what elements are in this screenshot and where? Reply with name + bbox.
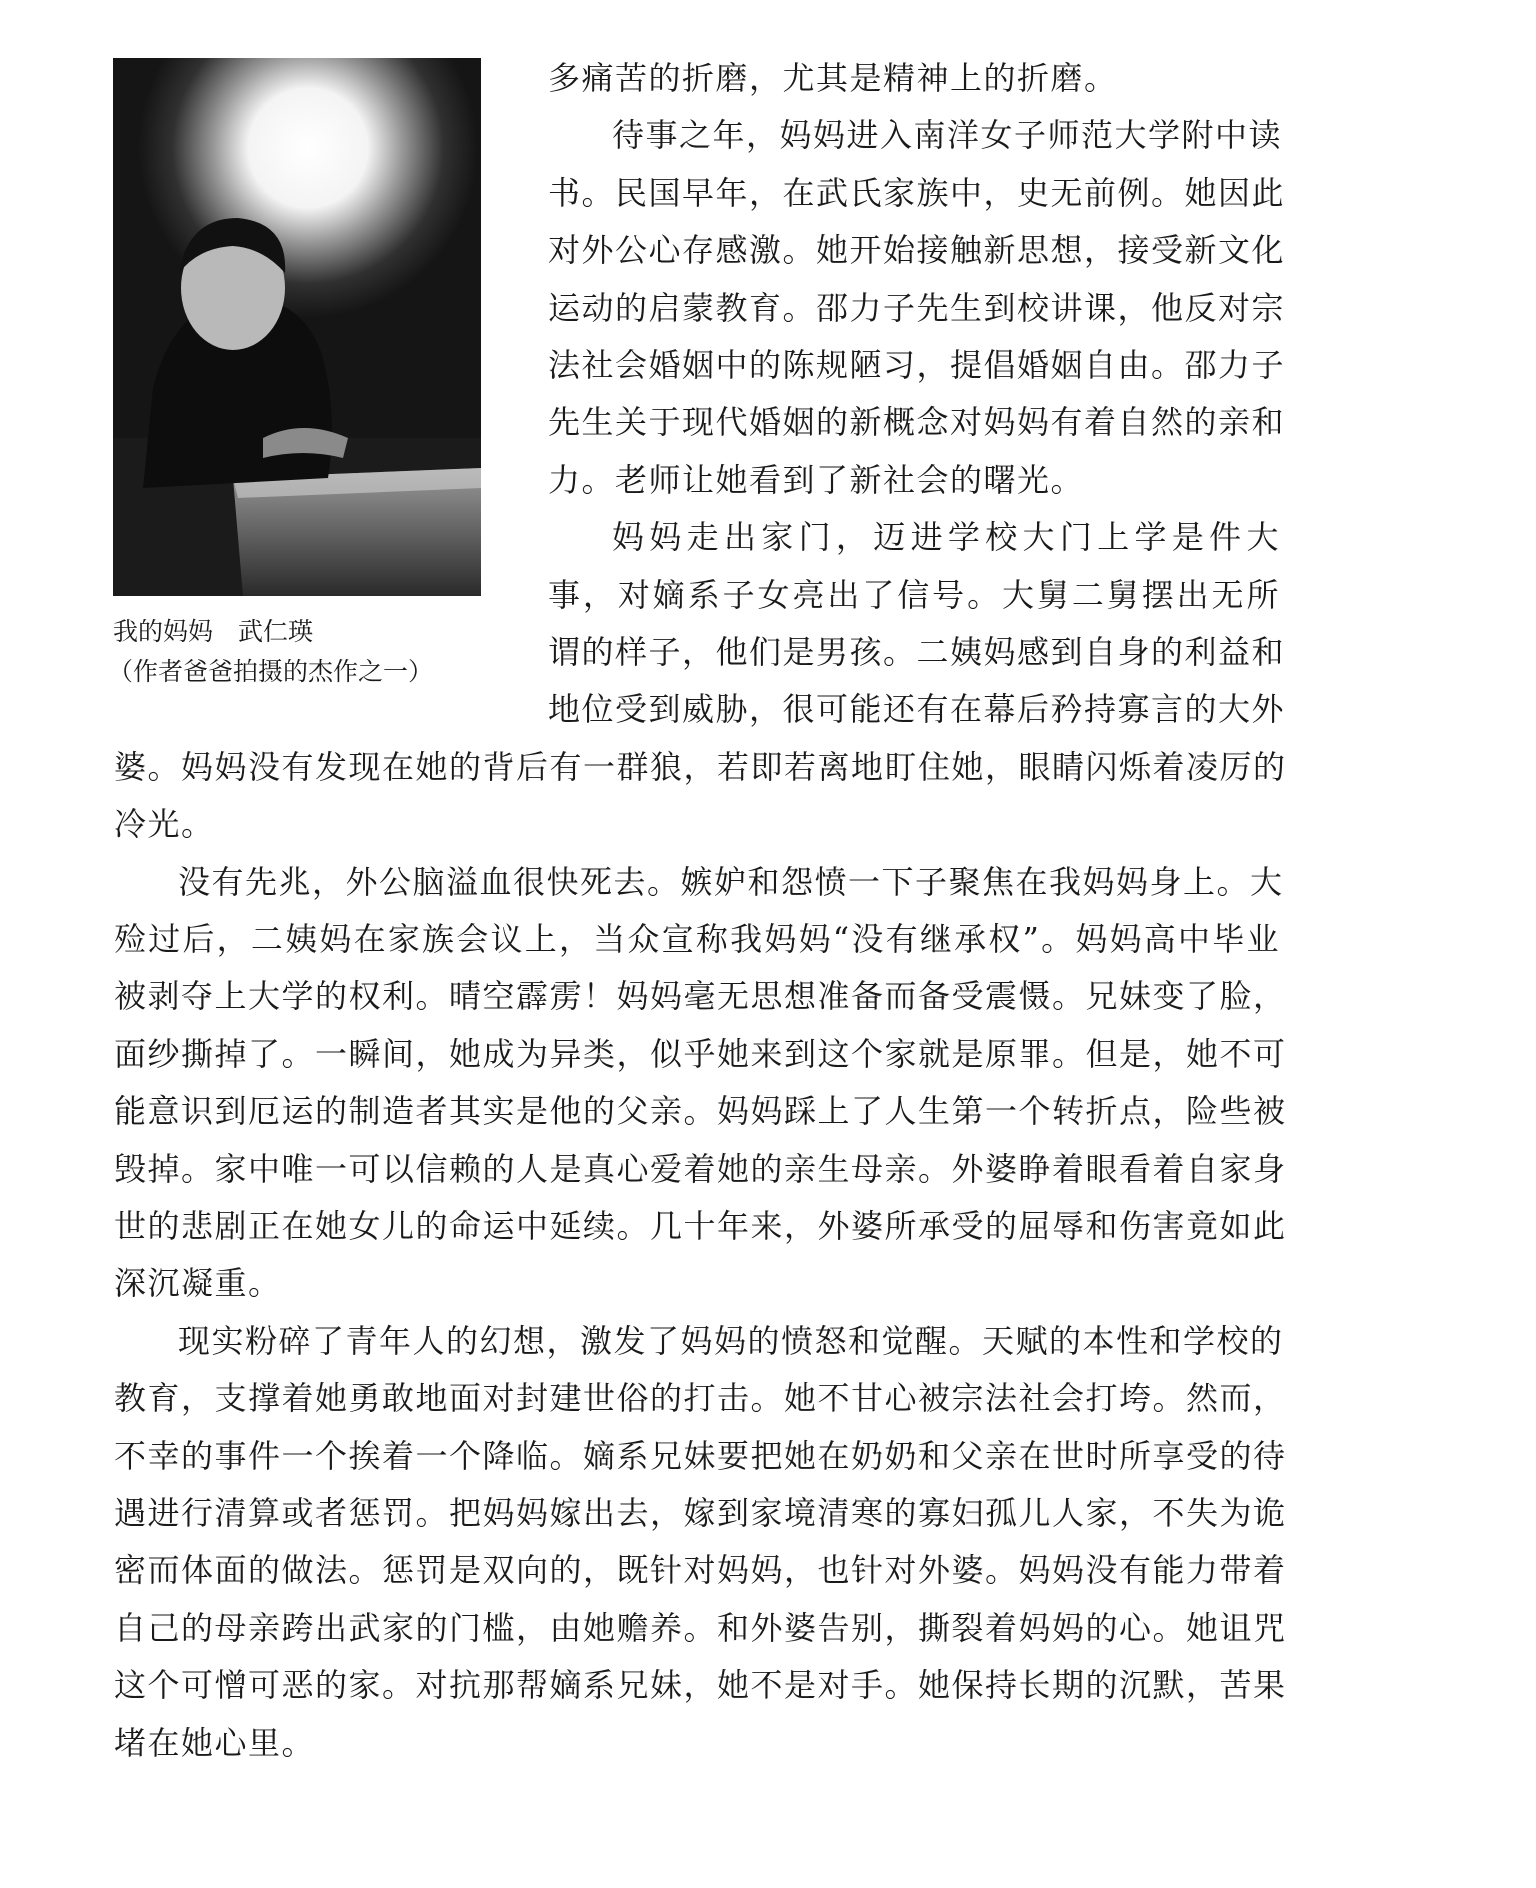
photo-caption	[108, 612, 493, 692]
text-line: 妈妈走出家门，迈进学校大门上学是件大	[612, 518, 1280, 557]
text-line: 书。民国早年，在武氏家族中，史无前例。她因此	[548, 173, 1286, 212]
text-line: 被剥夺上大学的权利。晴空霹雳！妈妈毫无思想准备而备受震慑。兄妹变了脸，	[114, 977, 1287, 1016]
text-line: 冷光。	[114, 805, 215, 844]
text-line: 遇进行清算或者惩罚。把妈妈嫁出去，嫁到家境清寒的寡妇孤儿人家，不失为诡	[114, 1493, 1287, 1532]
text-line: 面纱撕掉了。一瞬间，她成为异类，似乎她来到这个家就是原罪。但是，她不可	[114, 1034, 1287, 1073]
text-line: 密而体面的做法。惩罚是双向的，既针对妈妈，也针对外婆。妈妈没有能力带着	[114, 1551, 1287, 1590]
paragraph-2	[114, 854, 1287, 1313]
text-line: 深沉凝重。	[114, 1264, 282, 1303]
text-line: 现实粉碎了青年人的幻想，激发了妈妈的愤怒和觉醒。天赋的本性和学校的	[178, 1321, 1284, 1360]
portrait-photo	[113, 58, 481, 596]
text-line: 能意识到厄运的制造者其实是他的父亲。妈妈踩上了人生第一个转折点，险些被	[114, 1092, 1287, 1131]
text-line: 待事之年，妈妈进入南洋女子师范大学附中读	[612, 116, 1283, 155]
photo-portrait-icon	[113, 58, 481, 596]
paragraph-3	[114, 1313, 1287, 1772]
text-line: 不幸的事件一个挨着一个降临。嫡系兄妹要把她在奶奶和父亲在世时所享受的待	[114, 1436, 1287, 1475]
text-line: 事，对嫡系子女亮出了信号。大舅二舅摆出无所	[548, 575, 1280, 614]
side-text-column	[548, 50, 1286, 739]
text-line: 谓的样子，他们是男孩。二姨妈感到自身的利益和	[548, 632, 1286, 671]
text-line: 堵在她心里。	[114, 1723, 316, 1762]
text-line: 毁掉。家中唯一可以信赖的人是真心爱着她的亲生母亲。外婆睁着眼看着自家身	[114, 1149, 1287, 1188]
text-line: 没有先兆，外公脑溢血很快死去。嫉妒和怨愤一下子聚焦在我妈妈身上。大	[178, 862, 1284, 901]
text-line: 婆。妈妈没有发现在她的背后有一群狼，若即若离地盯住她，眼睛闪烁着凌厉的	[114, 747, 1287, 786]
caption-line-1: 我的妈妈 武仁瑛	[113, 617, 314, 646]
text-line: 殓过后，二姨妈在家族会议上，当众宣称我妈妈“没有继承权”。妈妈高中毕业	[114, 919, 1280, 958]
text-line: 运动的启蒙教育。邵力子先生到校讲课，他反对宗	[548, 288, 1286, 327]
text-line: 世的悲剧正在她女儿的命运中延续。几十年来，外婆所承受的屈辱和伤害竟如此	[114, 1206, 1287, 1245]
text-line: 法社会婚姻中的陈规陋习，提倡婚姻自由。邵力子	[548, 345, 1286, 384]
text-line: 地位受到威胁，很可能还有在幕后矜持寡言的大外	[548, 690, 1286, 729]
text-line: 力。老师让她看到了新社会的曙光。	[548, 460, 1085, 499]
text-line: 对外公心存感激。她开始接触新思想，接受新文化	[548, 231, 1286, 270]
caption-line-2: （作者爸爸拍摄的杰作之一）	[108, 657, 434, 686]
text-line: 自己的母亲跨出武家的门槛，由她赡养。和外婆告别，撕裂着妈妈的心。她诅咒	[114, 1608, 1287, 1647]
paragraph-continuation	[114, 739, 1287, 854]
text-line: 教育，支撑着她勇敢地面对封建世俗的打击。她不甘心被宗法社会打垮。然而，	[114, 1379, 1287, 1418]
text-line: 先生关于现代婚姻的新概念对妈妈有着自然的亲和	[548, 403, 1286, 442]
text-line: 这个可憎可恶的家。对抗那帮嫡系兄妹，她不是对手。她保持长期的沉默，苦果	[114, 1666, 1287, 1705]
text-line: 多痛苦的折磨，尤其是精神上的折磨。	[548, 59, 1118, 97]
